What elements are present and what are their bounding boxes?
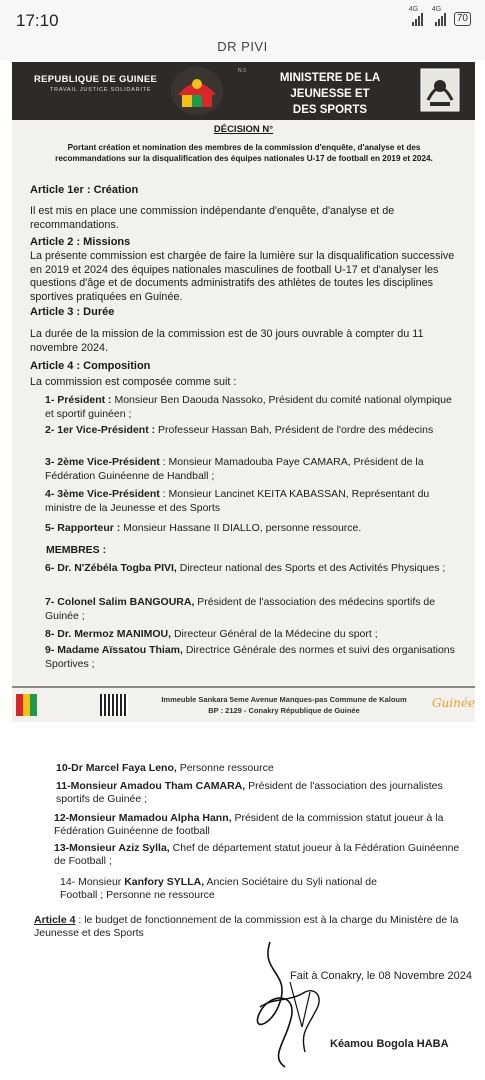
- article-2-text: La présente commission est chargée de faire la lumière sur la disqualification successive en 2019 et 2024 des équipes nationales masculines de football U-17 et d'analyser les questions d'âge et de documents administratifs des athlètes de toutes les disciplines sportives pratiquées en Guinée.: [30, 250, 455, 303]
- article-budget: Article 4 : le budget de fonctionnement de la commission est à la charge du Ministère de la Jeunesse et des Sports: [34, 914, 459, 939]
- document-image-page-1[interactable]: [12, 62, 475, 722]
- decision-intro: Portant création et nomination des membres de la commission d'enquête, d'analyse et des recommandations sur la disqualification des équipes nationales U-17 de football en 2019 et 2024.: [55, 143, 433, 163]
- guinea-emblem-icon: [168, 65, 226, 117]
- member-item: 10-Dr Marcel Faya Leno, Personne ressource: [56, 762, 274, 774]
- article-3-title: Article 3 : Durée: [30, 306, 115, 318]
- article-4-title: Article 4 : Composition: [30, 360, 151, 372]
- article-1-title: Article 1er : Création: [30, 184, 139, 196]
- composition-item: 3- 2ème Vice-Président : Monsieur Mamadouba Paye CAMARA, Président de la Fédération Guinéenne de Handball ;: [45, 456, 424, 482]
- chat-title[interactable]: DR PIVI: [217, 39, 268, 54]
- date-place: Fait à Conakry, le 08 Novembre 2024: [290, 970, 472, 982]
- composition-item: 5- Rapporteur : Monsieur Hassane II DIALLO, personne ressource.: [45, 522, 362, 534]
- ministry-coat-of-arms-icon: [418, 66, 462, 114]
- member-item: 14- Monsieur Kanfory SYLLA, Ancien Sociétaire du Syli national de Football ; Personne ne ressource: [60, 876, 377, 901]
- article-2-title: Article 2 : Missions: [30, 236, 131, 248]
- brand-logo: Guinée: [432, 696, 476, 710]
- article-1-text: Il est mis en place une commission indépendante d'enquête, d'analyse et de recommandations.: [30, 205, 395, 231]
- document-image-page-2[interactable]: [20, 744, 478, 1076]
- member-item: 8- Dr. Mermoz MANIMOU, Directeur Général de la Médecine du sport ;: [45, 628, 378, 640]
- republic-motto: TRAVAIL JUSTICE SOLIDARITE: [50, 87, 152, 93]
- member-item: 13-Monsieur Aziz Sylla, Chef de département statut joueur à la Fédération Guinéenne de Football ;: [54, 842, 460, 867]
- app-bar: [0, 38, 485, 60]
- signal-icon: 4G: [435, 12, 446, 26]
- ministry-label: MINISTERE DE LA JEUNESSE ET DES SPORTS: [279, 72, 381, 116]
- composition-item: 4- 3ème Vice-Président : Monsieur Lancinet KEITA KABASSAN, Représentant du ministre de la Jeunesse et des Sports: [45, 488, 430, 514]
- article-4-text: La commission est composée comme suit :: [30, 376, 237, 388]
- member-item: 12-Monsieur Mamadou Alpha Hann, Président de la commission statut joueur à la Fédération Guinéenne de football: [54, 812, 444, 837]
- article-3-text: La durée de la mission de la commission est de 30 jours ouvrable à compter du 11 novembre 2024.: [30, 328, 424, 354]
- status-time: 17:10: [16, 11, 59, 30]
- guinea-flag-icon: [16, 694, 37, 716]
- status-bar: [0, 0, 485, 38]
- letterhead: [12, 62, 475, 120]
- decision-title: DÉCISION N°: [213, 124, 274, 135]
- battery-icon: 70: [454, 12, 471, 26]
- member-item: 6- Dr. N'Zébéla Togba PIVI, Directeur national des Sports et des Activités Physiques ;: [45, 562, 446, 574]
- signal-icon: 4G: [412, 12, 423, 26]
- composition-item: 1- Président : Monsieur Ben Daouda Nassoko, Président du comité national olympique et sportif guinéen ;: [45, 394, 452, 420]
- republic-label: REPUBLIQUE DE GUINEE: [34, 74, 158, 85]
- signature-icon: [230, 932, 340, 1072]
- status-icons: [408, 6, 471, 26]
- mark-label: N 3: [238, 68, 246, 74]
- signer-name: Kéamou Bogola HABA: [330, 1038, 449, 1050]
- letter-footer: [12, 686, 475, 720]
- composition-item: 2- 1er Vice-Président : Professeur Hassan Bah, Président de l'ordre des médecins: [45, 424, 434, 436]
- member-item: 9- Madame Aïssatou Thiam, Directrice Générale des normes et suivi des organisations Sportives ;: [45, 644, 455, 670]
- member-item: 11-Monsieur Amadou Tham CAMARA, Président de l'association des journalistes sportifs de Guinée ;: [56, 780, 443, 805]
- footer-address: Immeuble Sankara 5eme Avenue Manques-pas Commune de Kaloum BP : 2129 - Conakry République de Guinée: [161, 695, 407, 715]
- members-title: MEMBRES :: [46, 544, 107, 556]
- member-item: 7- Colonel Salim BANGOURA, Président de l'association des médecins sportifs de Guinée ;: [45, 596, 436, 622]
- qr-code-icon: [100, 694, 128, 716]
